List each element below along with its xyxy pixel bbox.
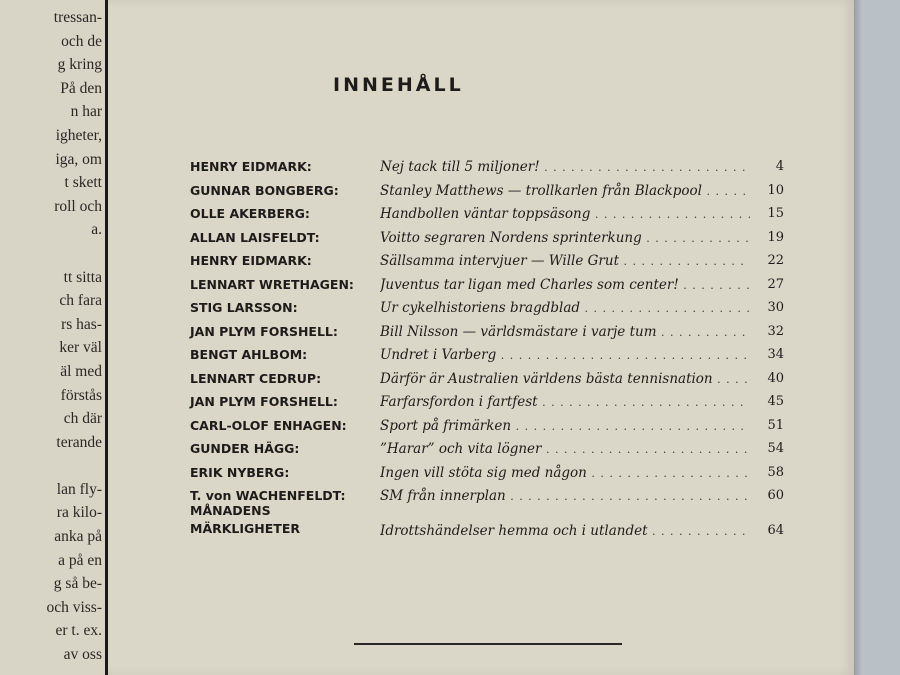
toc-page-number: 27 xyxy=(767,276,784,292)
toc-article-title: ”Harar” och vita lögner . . . xyxy=(380,440,750,459)
toc-page-number: 60 xyxy=(767,488,784,503)
toc-entry xyxy=(108,276,854,298)
left-page-line: och de xyxy=(61,32,102,50)
toc-page-number: 32 xyxy=(767,323,784,339)
toc-author: CARL-OLOF ENHAGEN: xyxy=(190,417,347,433)
toc-author: MÅNADENS xyxy=(190,503,271,518)
toc-article-title: SM från innerplan . . . xyxy=(380,487,750,506)
left-page-line: ch där xyxy=(63,410,102,428)
left-page-line: ra kilo- xyxy=(56,504,102,522)
toc-article-title: Nej tack till 5 miljoner! . . . xyxy=(380,158,750,177)
toc-author: GUNNAR BONGBERG: xyxy=(190,182,339,198)
toc-author: ALLAN LAISFELDT: xyxy=(190,229,320,245)
toc-author: JAN PLYM FORSHELL: xyxy=(190,394,338,409)
left-page-line: g så be- xyxy=(53,575,102,593)
toc-entry xyxy=(108,158,854,180)
left-page-line: roll och xyxy=(54,197,102,215)
left-page-line: igheter, xyxy=(55,126,102,144)
toc-entry xyxy=(108,299,854,321)
toc-article-title: Idrottshändelser hemma och i utlandet . . . xyxy=(380,522,750,541)
toc-article-title: Sport på frimärken . . . xyxy=(380,417,750,436)
left-page-text-column xyxy=(0,6,102,667)
toc-article-title: Handbollen väntar toppsäsong . . . xyxy=(380,205,750,224)
left-page-line: tt sitta xyxy=(63,268,102,286)
toc-article-title: Ur cykelhistoriens bragdblad . . . xyxy=(380,299,750,318)
page-edge-shadow xyxy=(854,0,862,675)
left-page-line: a på en xyxy=(58,551,102,569)
left-page-line: ch fara xyxy=(59,292,102,310)
toc-page-number: 19 xyxy=(767,229,784,245)
toc-page-number: 64 xyxy=(767,523,784,538)
toc-page-number: 51 xyxy=(767,417,784,433)
toc-entry xyxy=(108,346,854,368)
toc-page-number: 4 xyxy=(775,159,784,174)
left-page-line: n har xyxy=(70,103,102,121)
toc-page-number: 34 xyxy=(767,347,784,362)
toc-entry xyxy=(108,205,854,227)
toc-page-number: 22 xyxy=(767,253,784,268)
toc-page-number: 58 xyxy=(767,464,784,480)
page-title: INNEHÅLL xyxy=(333,74,464,96)
toc-entry xyxy=(108,417,854,439)
toc-author: LENNART CEDRUP: xyxy=(190,370,322,386)
toc-entry xyxy=(108,440,854,462)
toc-entry xyxy=(108,182,854,204)
bottom-rule xyxy=(354,643,622,645)
left-page-line: tressan- xyxy=(53,9,102,26)
left-page-line: rs has- xyxy=(61,315,102,333)
toc-author: BENGT AHLBOM: xyxy=(190,347,308,362)
toc-article-title: Ingen vill stöta sig med någon . . . xyxy=(380,464,750,483)
toc-author: HENRY EIDMARK: xyxy=(190,159,312,174)
toc-page-number: 10 xyxy=(767,182,784,198)
left-page-line: förstås xyxy=(60,386,102,404)
toc-article-title: Därför är Australien världens bästa tennisnation . . . xyxy=(380,370,750,389)
left-page-line: På den xyxy=(60,79,102,97)
toc-entry xyxy=(108,464,854,486)
toc-article-title: Juventus tar ligan med Charles som center! . . . xyxy=(380,276,750,295)
toc-author: JAN PLYM FORSHELL: xyxy=(190,323,338,339)
toc-page-number: 54 xyxy=(767,441,784,456)
toc-article-title: Farfarsfordon i fartfest . . . xyxy=(380,393,750,412)
left-page-line: g kring xyxy=(57,56,102,74)
toc-page-number: 40 xyxy=(767,370,784,386)
toc-page-number: 30 xyxy=(767,300,784,315)
toc-author: LENNART WRETHAGEN: xyxy=(190,276,354,292)
left-page-line: terande xyxy=(56,433,102,451)
left-page-line: er t. ex. xyxy=(55,622,102,640)
left-page-line: äl med xyxy=(60,362,102,380)
contents-page xyxy=(108,0,854,675)
left-page-line: a. xyxy=(91,221,102,239)
toc-entry xyxy=(108,229,854,251)
toc-article-title: Undret i Varberg . . . xyxy=(380,346,750,365)
toc-entry xyxy=(108,323,854,345)
left-page-line: t skett xyxy=(64,174,102,192)
left-page-line: anka på xyxy=(54,528,102,546)
left-page xyxy=(0,0,108,675)
toc-entry xyxy=(108,502,854,542)
toc-entry xyxy=(108,252,854,274)
left-page-line xyxy=(0,242,102,266)
toc-entry xyxy=(108,370,854,392)
toc-article-title: Voitto segraren Nordens sprinterkung . . . xyxy=(380,229,750,248)
toc-author: ERIK NYBERG: xyxy=(190,464,290,480)
toc-article-title: Stanley Matthews — trollkarlen från Blackpool . . . xyxy=(380,182,750,201)
left-page-line: ker väl xyxy=(59,339,102,357)
toc-author: GUNDER HÄGG: xyxy=(190,441,300,456)
toc-article-title: Bill Nilsson — världsmästare i varje tum . . . xyxy=(380,323,750,342)
toc-author: HENRY EIDMARK: xyxy=(190,253,312,268)
toc-page-number: 15 xyxy=(767,206,784,221)
left-page-line: iga, om xyxy=(55,150,102,168)
left-page-line: av oss xyxy=(63,646,102,664)
toc-page-number: 45 xyxy=(767,394,784,409)
table-of-contents xyxy=(108,0,854,675)
toc-author: OLLE AKERBERG: xyxy=(190,206,310,221)
left-page-line: lan fly- xyxy=(56,480,102,498)
toc-author: STIG LARSSON: xyxy=(190,300,298,315)
toc-article-title: Sällsamma intervjuer — Wille Grut . . . xyxy=(380,252,750,271)
left-page-line xyxy=(0,454,102,478)
toc-entry xyxy=(108,393,854,415)
toc-author: T. von WACHENFELDT: xyxy=(190,488,346,503)
toc-author: MÄRKLIGHETER xyxy=(190,521,300,536)
left-page-line: och viss- xyxy=(46,598,102,616)
